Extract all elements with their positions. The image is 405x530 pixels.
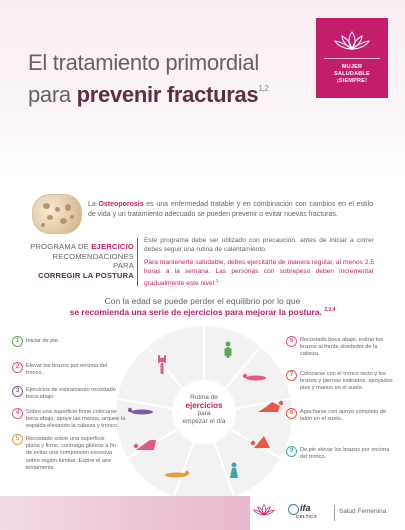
footer-separator (334, 505, 335, 521)
wheel-post-1: para (197, 410, 211, 417)
exercise-ref: 1 (215, 278, 219, 283)
program-line-3: CORREGIR LA POSTURA (38, 270, 134, 280)
intro-paragraph (88, 200, 373, 219)
title-line-2 (28, 76, 269, 108)
program-heading (30, 242, 134, 280)
step-text-7: Colocarse con el tronco recto y los brazos y piernas estirados, apoyados pies y manos en el suelo. (300, 371, 393, 392)
badge-line-1: MUJER (341, 64, 363, 70)
intro-highlight: Osteoporosis (98, 201, 144, 208)
logo-name: ifa (300, 503, 311, 513)
step-text-4: Sobre una superficie firme colocarse boca abajo, apoye las manos, arquee la espalda elevando la cabeza y tronco. (26, 409, 126, 430)
step-number-3: 3 (12, 386, 23, 397)
step-text-6: Recostado boca abajo, estirar los brazos al frente alrededor de la cabeza. (300, 337, 384, 358)
step-number-6: 6 (286, 336, 297, 347)
step-text-1: Iniciar de pie. (26, 338, 60, 344)
lotus-icon (332, 30, 372, 52)
wheel-post-2: empezar el día (182, 418, 226, 425)
footer (0, 496, 405, 530)
subtitle-refs: 2,3,4 (324, 307, 336, 313)
wheel-highlight: ejercicios (185, 401, 223, 410)
intro-prefix: La (88, 201, 99, 208)
badge-text (320, 64, 384, 85)
program-divider (137, 238, 138, 286)
step-number-7: 7 (286, 370, 297, 381)
step-text-5: Recostado sobre una superficie plana y firme, contraiga glúteos a fin de evitar una compresión excesiva sobre región lumbar. Espire el aire lentamente. (26, 436, 116, 471)
subtitle-line-1: Con la edad se puede perder el equilibrio por lo que (104, 296, 301, 306)
company-logo (288, 503, 328, 525)
title-line-1: El tratamiento primordial (28, 50, 259, 75)
program-line-1 (30, 242, 134, 252)
badge-line-3: ¡SIEMPRE! (336, 78, 368, 84)
logo-sub: CELTICS (296, 514, 318, 519)
badge-line-2: SALUDABLE (334, 71, 370, 77)
title-bold: prevenir fracturas (76, 82, 259, 107)
program-line-1a: PROGRAMA DE (30, 242, 92, 251)
step-number-4: 4 (12, 408, 23, 419)
footer-band (0, 496, 250, 530)
program-line-2: RECOMENDACIONES PARA (52, 251, 134, 270)
bone-illustration (32, 194, 82, 234)
step-number-9: 9 (286, 446, 297, 457)
step-number-2: 2 (12, 362, 23, 373)
wheel-pre: Rutina de (190, 394, 218, 401)
step-number-8: 8 (286, 408, 297, 419)
wheel-center-label (172, 380, 236, 444)
exercise-paragraph (144, 258, 374, 288)
badge-divider (324, 58, 380, 59)
exercise-text: Para mantenerte saludable, debes ejercitarte de manera regular, al menos 2.5 horas a la semana. Las personas con sobrepeso deben incrementar gradualmente este nivel. (144, 259, 374, 288)
step-number-5: 5 (12, 434, 23, 445)
step-text-8: Agacharse con apoyo completo de talón en el suelo. (300, 409, 387, 423)
brand-badge (316, 18, 388, 98)
lotus-icon (252, 502, 276, 518)
title-prefix: para (28, 82, 77, 107)
step-text-9: De pie elevar los brazos por encima del tronco. (300, 447, 390, 461)
page-title (28, 50, 269, 108)
subtitle-text: se recomienda una serie de ejercicios para mejorar la postura. (69, 307, 322, 317)
program-line-1b: EJERCICIO (91, 242, 134, 251)
title-refs: 1,2 (258, 84, 269, 93)
footer-brand: Salud Femenina (339, 508, 387, 515)
exercise-wheel (116, 326, 292, 502)
intro-text: es una enfermedad tratable y en combinación con cambios en el estilo de vida y un tratamiento adecuado se pueden prevenir o evitar nuevas fracturas. (88, 201, 373, 218)
subtitle-line-2 (0, 307, 405, 317)
step-number-1: 1 (12, 336, 23, 347)
caution-paragraph: Este programa debe ser utilizado con precaución, antes de iniciar a correr debes seguir una rutina de calentamiento. (144, 237, 374, 253)
step-text-2: Elevar los brazos por encima del tronco. (26, 363, 108, 377)
step-text-3: Ejercicios de estiramiento recostado boca abajo. (26, 387, 116, 401)
